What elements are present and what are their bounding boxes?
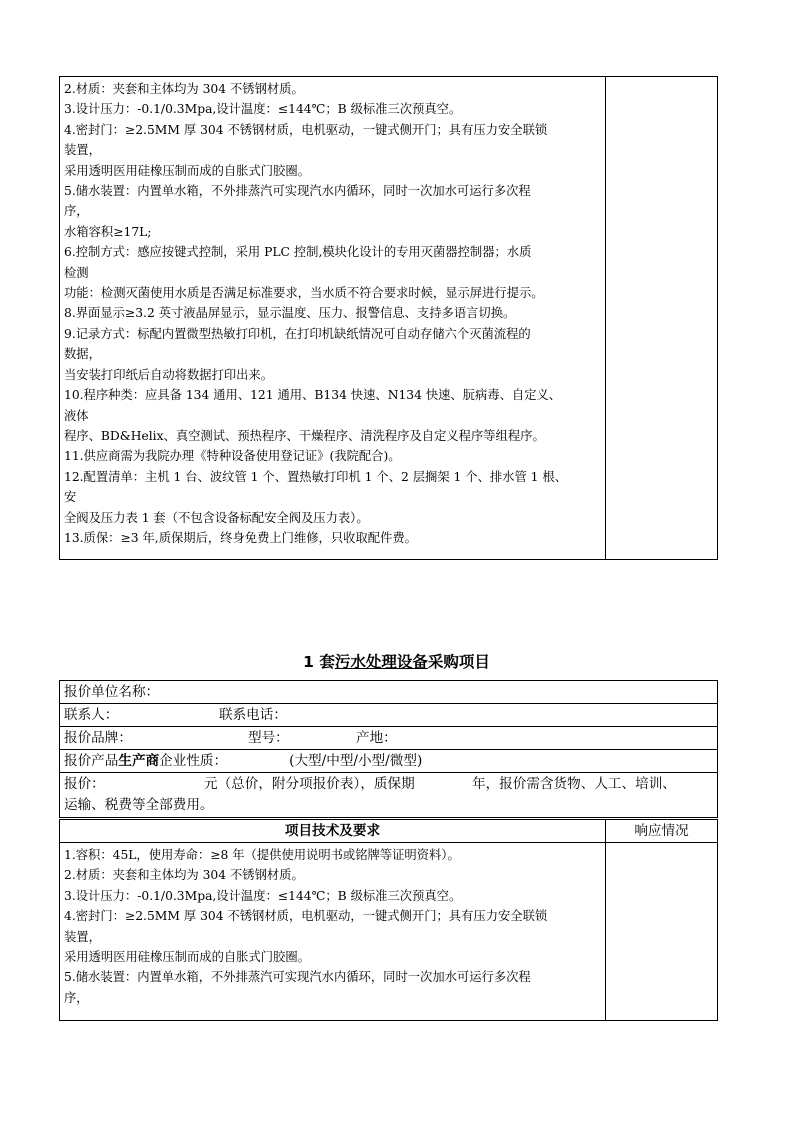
size-options: (大型/中型/小型/微型): [289, 753, 423, 769]
model-label: 型号：: [248, 730, 289, 746]
requirements-list: [64, 845, 601, 1008]
brand-label: 报价品牌：: [64, 730, 132, 746]
requirement-line: 序，: [64, 204, 89, 219]
requirement-line: 液体: [64, 408, 89, 423]
requirement-line: 4.密封门：≥2.5MM 厚 304 不锈钢材质，电机驱动，一键式侧开门；具有压力安全联锁: [64, 122, 548, 137]
requirement-line: 13.质保：≥3 年,质保期后，终身免费上门维修，只收取配件费。: [64, 530, 417, 545]
price-text-c: 年，报价需含货物、人工、培训、: [472, 776, 676, 792]
requirement-line: 6.控制方式：感应按键式控制，采用 PLC 控制,模块化设计的专用灭菌器控制器；水质: [64, 245, 532, 260]
company-label: 报价单位名称：: [64, 684, 160, 700]
requirements-cell: [60, 77, 606, 560]
requirements-header: 项目技术及要求: [60, 820, 606, 843]
requirement-line: 装置，: [64, 929, 101, 944]
requirement-line: 程序、BD&Helix、真空测试、预热程序、干燥程序、清洗程序及自定义程序等组程序。: [64, 428, 545, 443]
requirement-line: 11.供应商需为我院办理《特种设备使用登记证》(我院配合)。: [64, 449, 401, 464]
section-title: [0, 650, 793, 672]
requirement-line: 2.材质：夹套和主体均为 304 不锈钢材质。: [64, 82, 304, 96]
requirement-line: 5.储水装置：内置单水箱，不外排蒸汽可实现汽水内循环，同时一次加水可运行多次程: [64, 970, 531, 985]
origin-label: 产地：: [356, 730, 397, 746]
requirement-line: 采用透明医用硅橡压制而成的自胀式门胶圈。: [64, 163, 310, 178]
nature-label-a: 报价产品: [64, 753, 119, 769]
price-text-d: 运输、税费等全部费用。: [64, 797, 214, 813]
requirement-line: 序，: [64, 990, 89, 1005]
requirements-cell: [60, 843, 606, 1021]
title-prefix: 1 套: [303, 653, 335, 671]
requirement-line: 8.界面显示≥3.2 英寸液晶屏显示，显示温度、压力、报警信息、支持多语言切换。: [64, 306, 516, 321]
title-suffix: 采购项目: [427, 653, 490, 671]
requirement-line: 检测: [64, 265, 89, 280]
title-underlined: 污水处理设备: [334, 653, 428, 671]
contact-label: 联系人：: [64, 707, 119, 723]
response-header: 响应情况: [606, 820, 718, 843]
requirement-line: 2.材质：夹套和主体均为 304 不锈钢材质。: [64, 868, 304, 883]
contact-row: [60, 704, 718, 727]
company-row: [60, 681, 718, 704]
requirement-line: 12.配置清单：主机 1 台、波纹管 1 个、置热敏打印机 1 个、2 层搁架 1 个、排水管 1 根、: [64, 469, 567, 484]
requirement-line: 当安装打印纸后自动将数据打印出来。: [64, 367, 274, 382]
nature-label-c: 企业性质：: [159, 753, 228, 769]
requirement-line: 1.容积：45L，使用寿命：≥8 年（提供使用说明书或铭牌等证明资料）。: [64, 848, 460, 862]
top-requirements-table: [59, 76, 718, 560]
requirement-line: 10.程序种类：应具备 134 通用、121 通用、B134 快速、N134 快速、朊病毒、自定义、: [64, 388, 562, 403]
price-label: 报价：: [64, 776, 105, 792]
price-text-b: 元（总价，附分项报价表），质保期: [204, 776, 415, 792]
bottom-requirements-table: [59, 819, 718, 1021]
price-row: [60, 773, 718, 818]
requirement-line: 全阀及压力表 1 套（不包含设备标配安全阀及压力表）。: [64, 510, 369, 525]
requirements-list: [64, 79, 601, 548]
requirement-line: 3.设计压力：-0.1/0.3Mpa,设计温度：≤144℃；B 级标准三次预真空。: [64, 888, 462, 903]
response-cell: [606, 843, 718, 1021]
requirement-line: 采用透明医用硅橡压制而成的自胀式门胶圈。: [64, 950, 310, 965]
requirement-line: 数据，: [64, 347, 101, 362]
requirement-line: 5.储水装置：内置单水箱，不外排蒸汽可实现汽水内循环，同时一次加水可运行多次程: [64, 184, 531, 199]
requirement-line: 水箱容积≥17L;: [64, 224, 152, 239]
quotation-form: [59, 680, 718, 818]
brand-row: [60, 727, 718, 750]
requirement-line: 安: [64, 490, 77, 505]
nature-row: [60, 750, 718, 773]
requirement-line: 装置，: [64, 143, 101, 158]
requirement-line: 4.密封门：≥2.5MM 厚 304 不锈钢材质，电机驱动，一键式侧开门；具有压力安全联锁: [64, 909, 548, 924]
response-cell: [606, 77, 718, 560]
requirement-line: 9.记录方式：标配内置微型热敏打印机，在打印机缺纸情况可自动存储六个灭菌流程的: [64, 326, 531, 341]
phone-label: 联系电话：: [219, 707, 287, 723]
requirement-line: 功能：检测灭菌使用水质是否满足标准要求，当水质不符合要求时候，显示屏进行提示。: [64, 286, 544, 301]
requirement-line: 3.设计压力：-0.1/0.3Mpa,设计温度：≤144℃；B 级标准三次预真空。: [64, 102, 462, 117]
nature-label-b: 生产商: [118, 753, 160, 769]
